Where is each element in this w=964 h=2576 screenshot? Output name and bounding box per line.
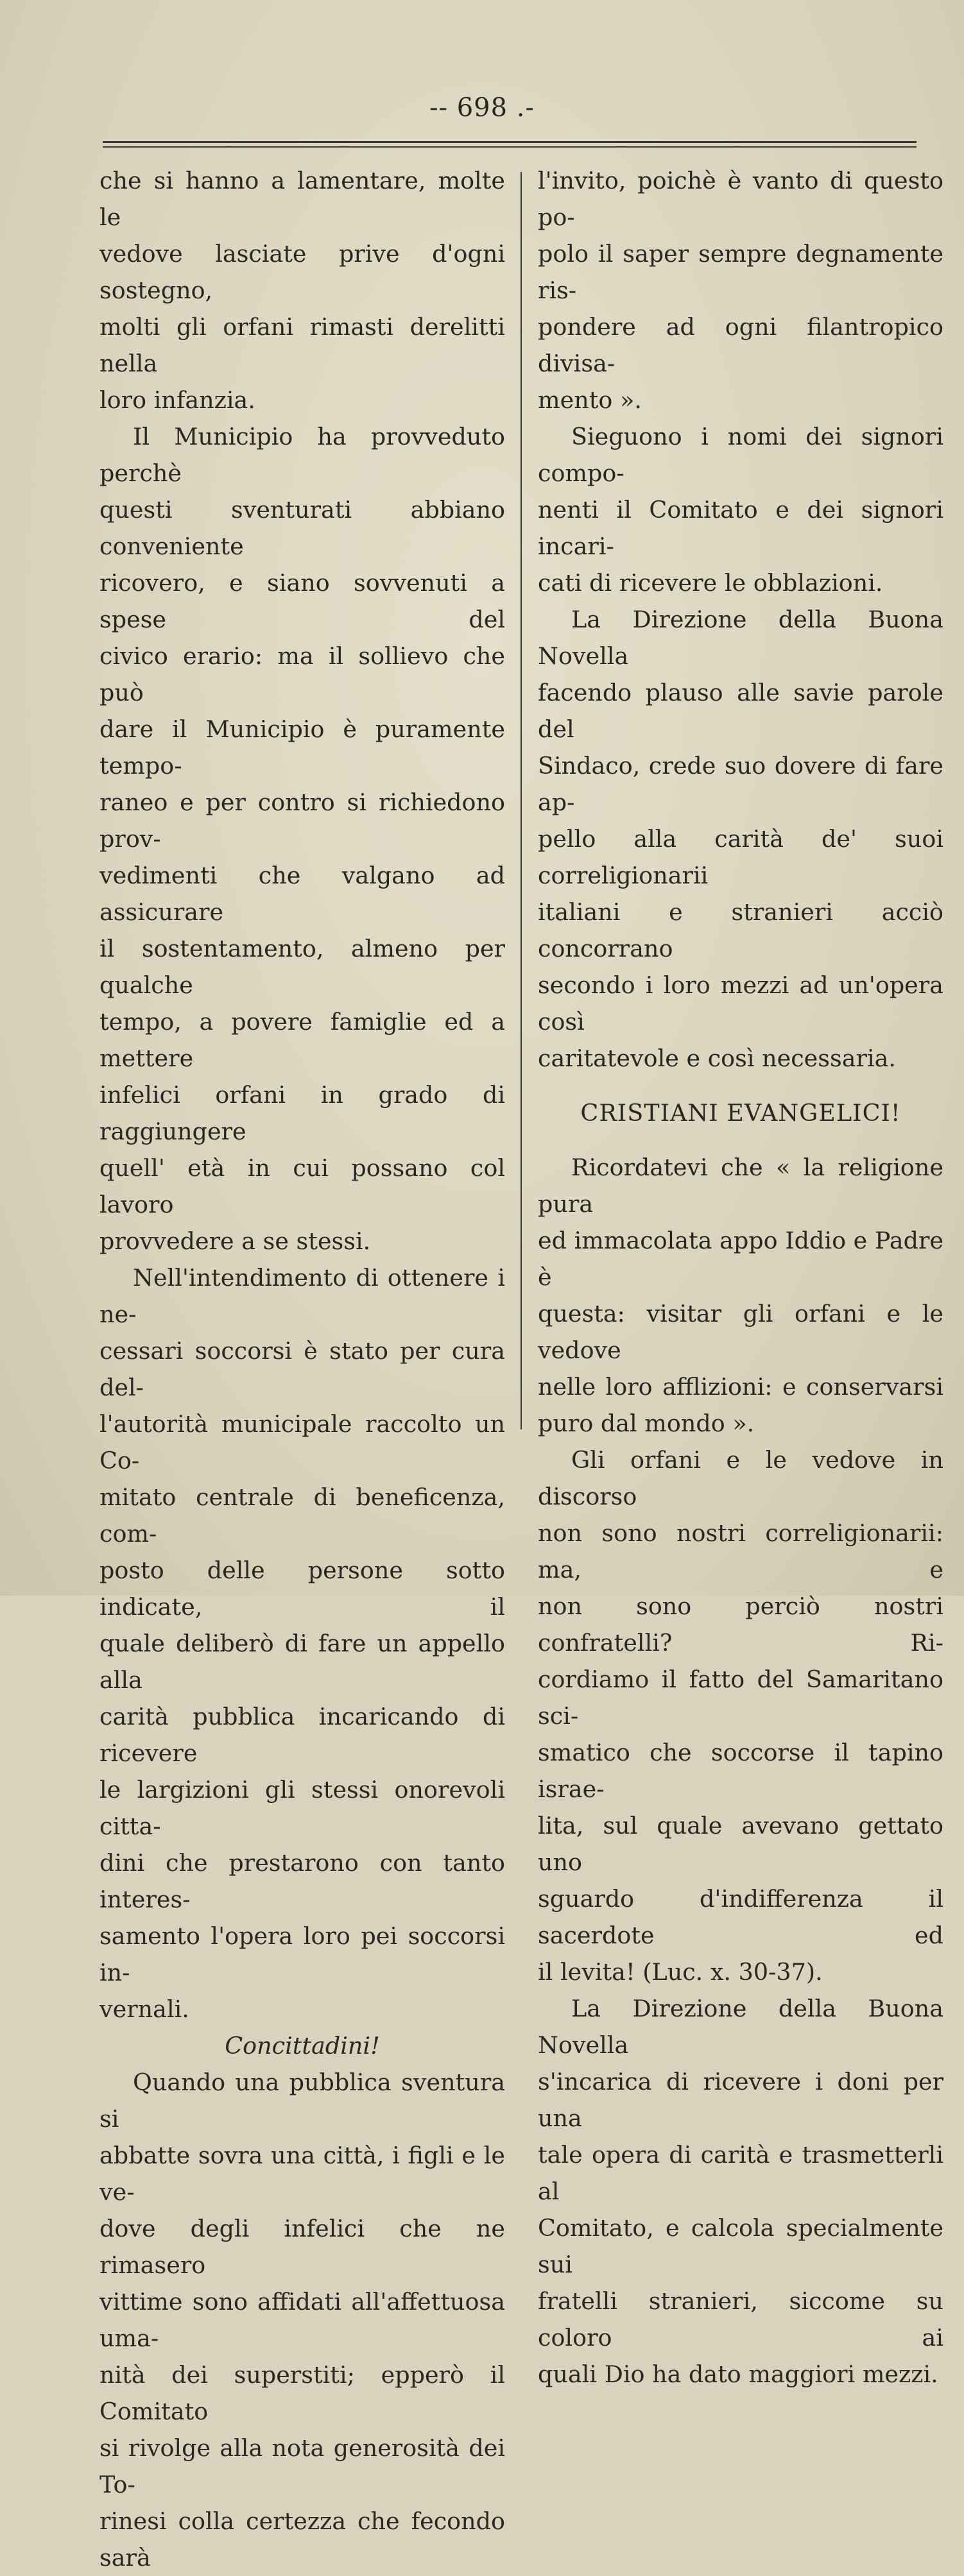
text-line: non sono perciò nostri confratelli? Ri- [538, 1592, 943, 1657]
text-line: CRISTIANI EVANGELICI! [580, 1099, 901, 1127]
text-line: Sindaco, crede suo dovere di fare ap- [538, 752, 943, 816]
text-line: facendo plauso alle savie parole del [538, 679, 943, 743]
text-line: polo il saper sempre degnamente ris- [538, 240, 943, 304]
text-line: sguardo d'indifferenza il sacerdote ed [538, 1885, 943, 1949]
text-line: mento ». [538, 386, 642, 414]
page-number: -- 698 .- [429, 93, 535, 123]
text-line: che si hanno a lamentare, molte le [99, 167, 505, 231]
text-line: cordiamo il fatto del Samaritano sci- [538, 1666, 943, 1730]
text-line: caritatevole e così necessaria. [538, 1045, 896, 1072]
text-line: Sieguono i nomi dei signori compo- [538, 423, 943, 487]
text-line: ed immacolata appo Iddio e Padre è [538, 1227, 943, 1291]
text-line: abbatte sovra una città, i figli e le ve- [99, 2142, 505, 2206]
text-line: molti gli orfani rimasti derelitti nella [99, 313, 505, 377]
header-rule-thin [103, 146, 917, 148]
text-line: il levita! (Luc. x. 30-37). [538, 1958, 823, 1986]
left-column [99, 162, 505, 2576]
text-line: vittime sono affidati all'affettuosa uma- [99, 2288, 505, 2352]
text-line: quale deliberò di fare un appello alla [99, 1630, 505, 1694]
text-line: pello alla carità de' suoi correligionarii [538, 825, 943, 889]
text-line: puro dal mondo ». [538, 1410, 755, 1437]
text-line: dini che prestarono con tanto interes- [99, 1849, 505, 1913]
text-line: loro infanzia. [99, 386, 255, 414]
text-line: La Direzione della Buona Novella [538, 606, 943, 670]
text-line: rinesi colla certezza che fecondo sarà [99, 2507, 505, 2572]
text-line: nenti il Comitato e dei signori incari- [538, 496, 943, 560]
text-line: il sostentamento, almeno per qualche [99, 935, 505, 999]
text-line: La Direzione della Buona Novella [538, 1995, 943, 2059]
text-line: posto delle persone sotto indicate, il [99, 1557, 505, 1621]
text-line: secondo i loro mezzi ad un'opera così [538, 971, 943, 1036]
text-line: fratelli stranieri, siccome su coloro ai [538, 2287, 943, 2351]
text-line: pondere ad ogni filantropico divisa- [538, 313, 943, 377]
text-line: Quando una pubblica sventura si [99, 2068, 505, 2133]
column-divider [521, 172, 522, 1429]
text-line: vedimenti che valgano ad assicurare [99, 862, 505, 926]
text-line: cessari soccorsi è stato per cura del- [99, 1337, 505, 1401]
text-line: smatico che soccorse il tapino israe- [538, 1739, 943, 1803]
right-column [538, 162, 943, 2393]
text-line: Nell'intendimento di ottenere i ne- [99, 1264, 505, 1328]
text-line: samento l'opera loro pei soccorsi in- [99, 1922, 505, 1986]
text-line: vedove lasciate prive d'ogni sostegno, [99, 240, 505, 304]
text-line: Il Municipio ha provveduto perchè [99, 423, 505, 487]
text-line: Comitato, e calcola specialmente sui [538, 2214, 943, 2278]
text-line: civico erario: ma il sollievo che può [99, 642, 505, 706]
text-line: carità pubblica incaricando di ricevere [99, 1703, 505, 1767]
text-line: non sono nostri correligionarii: ma, e [538, 1519, 943, 1583]
text-line: mitato centrale di beneficenza, com- [99, 1483, 505, 1548]
text-line: si rivolge alla nota generosità dei To- [99, 2434, 505, 2498]
text-line: s'incarica di ricevere i doni per una [538, 2068, 943, 2132]
text-line: tale opera di carità e trasmetterli al [538, 2141, 943, 2205]
text-line: dare il Municipio è puramente tempo- [99, 715, 505, 780]
text-line: questa: visitar gli orfani e le vedove [538, 1300, 943, 1364]
header-rule [103, 141, 917, 143]
text-line: tempo, a povere famiglie ed a mettere [99, 1008, 505, 1072]
text-line: raneo e per contro si richiedono prov- [99, 789, 505, 853]
text-line: le largizioni gli stessi onorevoli citta- [99, 1776, 505, 1840]
text-line: Ricordatevi che « la religione pura [538, 1154, 943, 1218]
text-line: cati di ricevere le obblazioni. [538, 569, 883, 597]
text-line: Gli orfani e le vedove in discorso [538, 1446, 943, 1510]
text-line: provvedere a se stessi. [99, 1227, 371, 1255]
text-line: italiani e stranieri acciò concorrano [538, 898, 943, 962]
text-line: questi sventurati abbiano conveniente [99, 496, 505, 560]
text-line: l'invito, poichè è vanto di questo po- [538, 167, 943, 231]
text-line: nelle loro afflizioni: e conservarsi [538, 1373, 943, 1401]
text-line: lita, sul quale avevano gettato uno [538, 1812, 943, 1876]
text-line: ricovero, e siano sovvenuti a spese del [99, 569, 505, 633]
text-line: nità dei superstiti; epperò il Comitato [99, 2361, 505, 2425]
text-line: vernali. [99, 1995, 189, 2023]
text-line: quell' età in cui possano col lavoro [99, 1154, 505, 1218]
text-line: l'autorità municipale raccolto un Co- [99, 1410, 505, 1474]
text-line: Concittadini! [225, 2032, 380, 2060]
text-line: infelici orfani in grado di raggiungere [99, 1081, 505, 1145]
text-line: dove degli infelici che ne rimasero [99, 2215, 505, 2279]
text-line: quali Dio ha dato maggiori mezzi. [538, 2360, 938, 2388]
